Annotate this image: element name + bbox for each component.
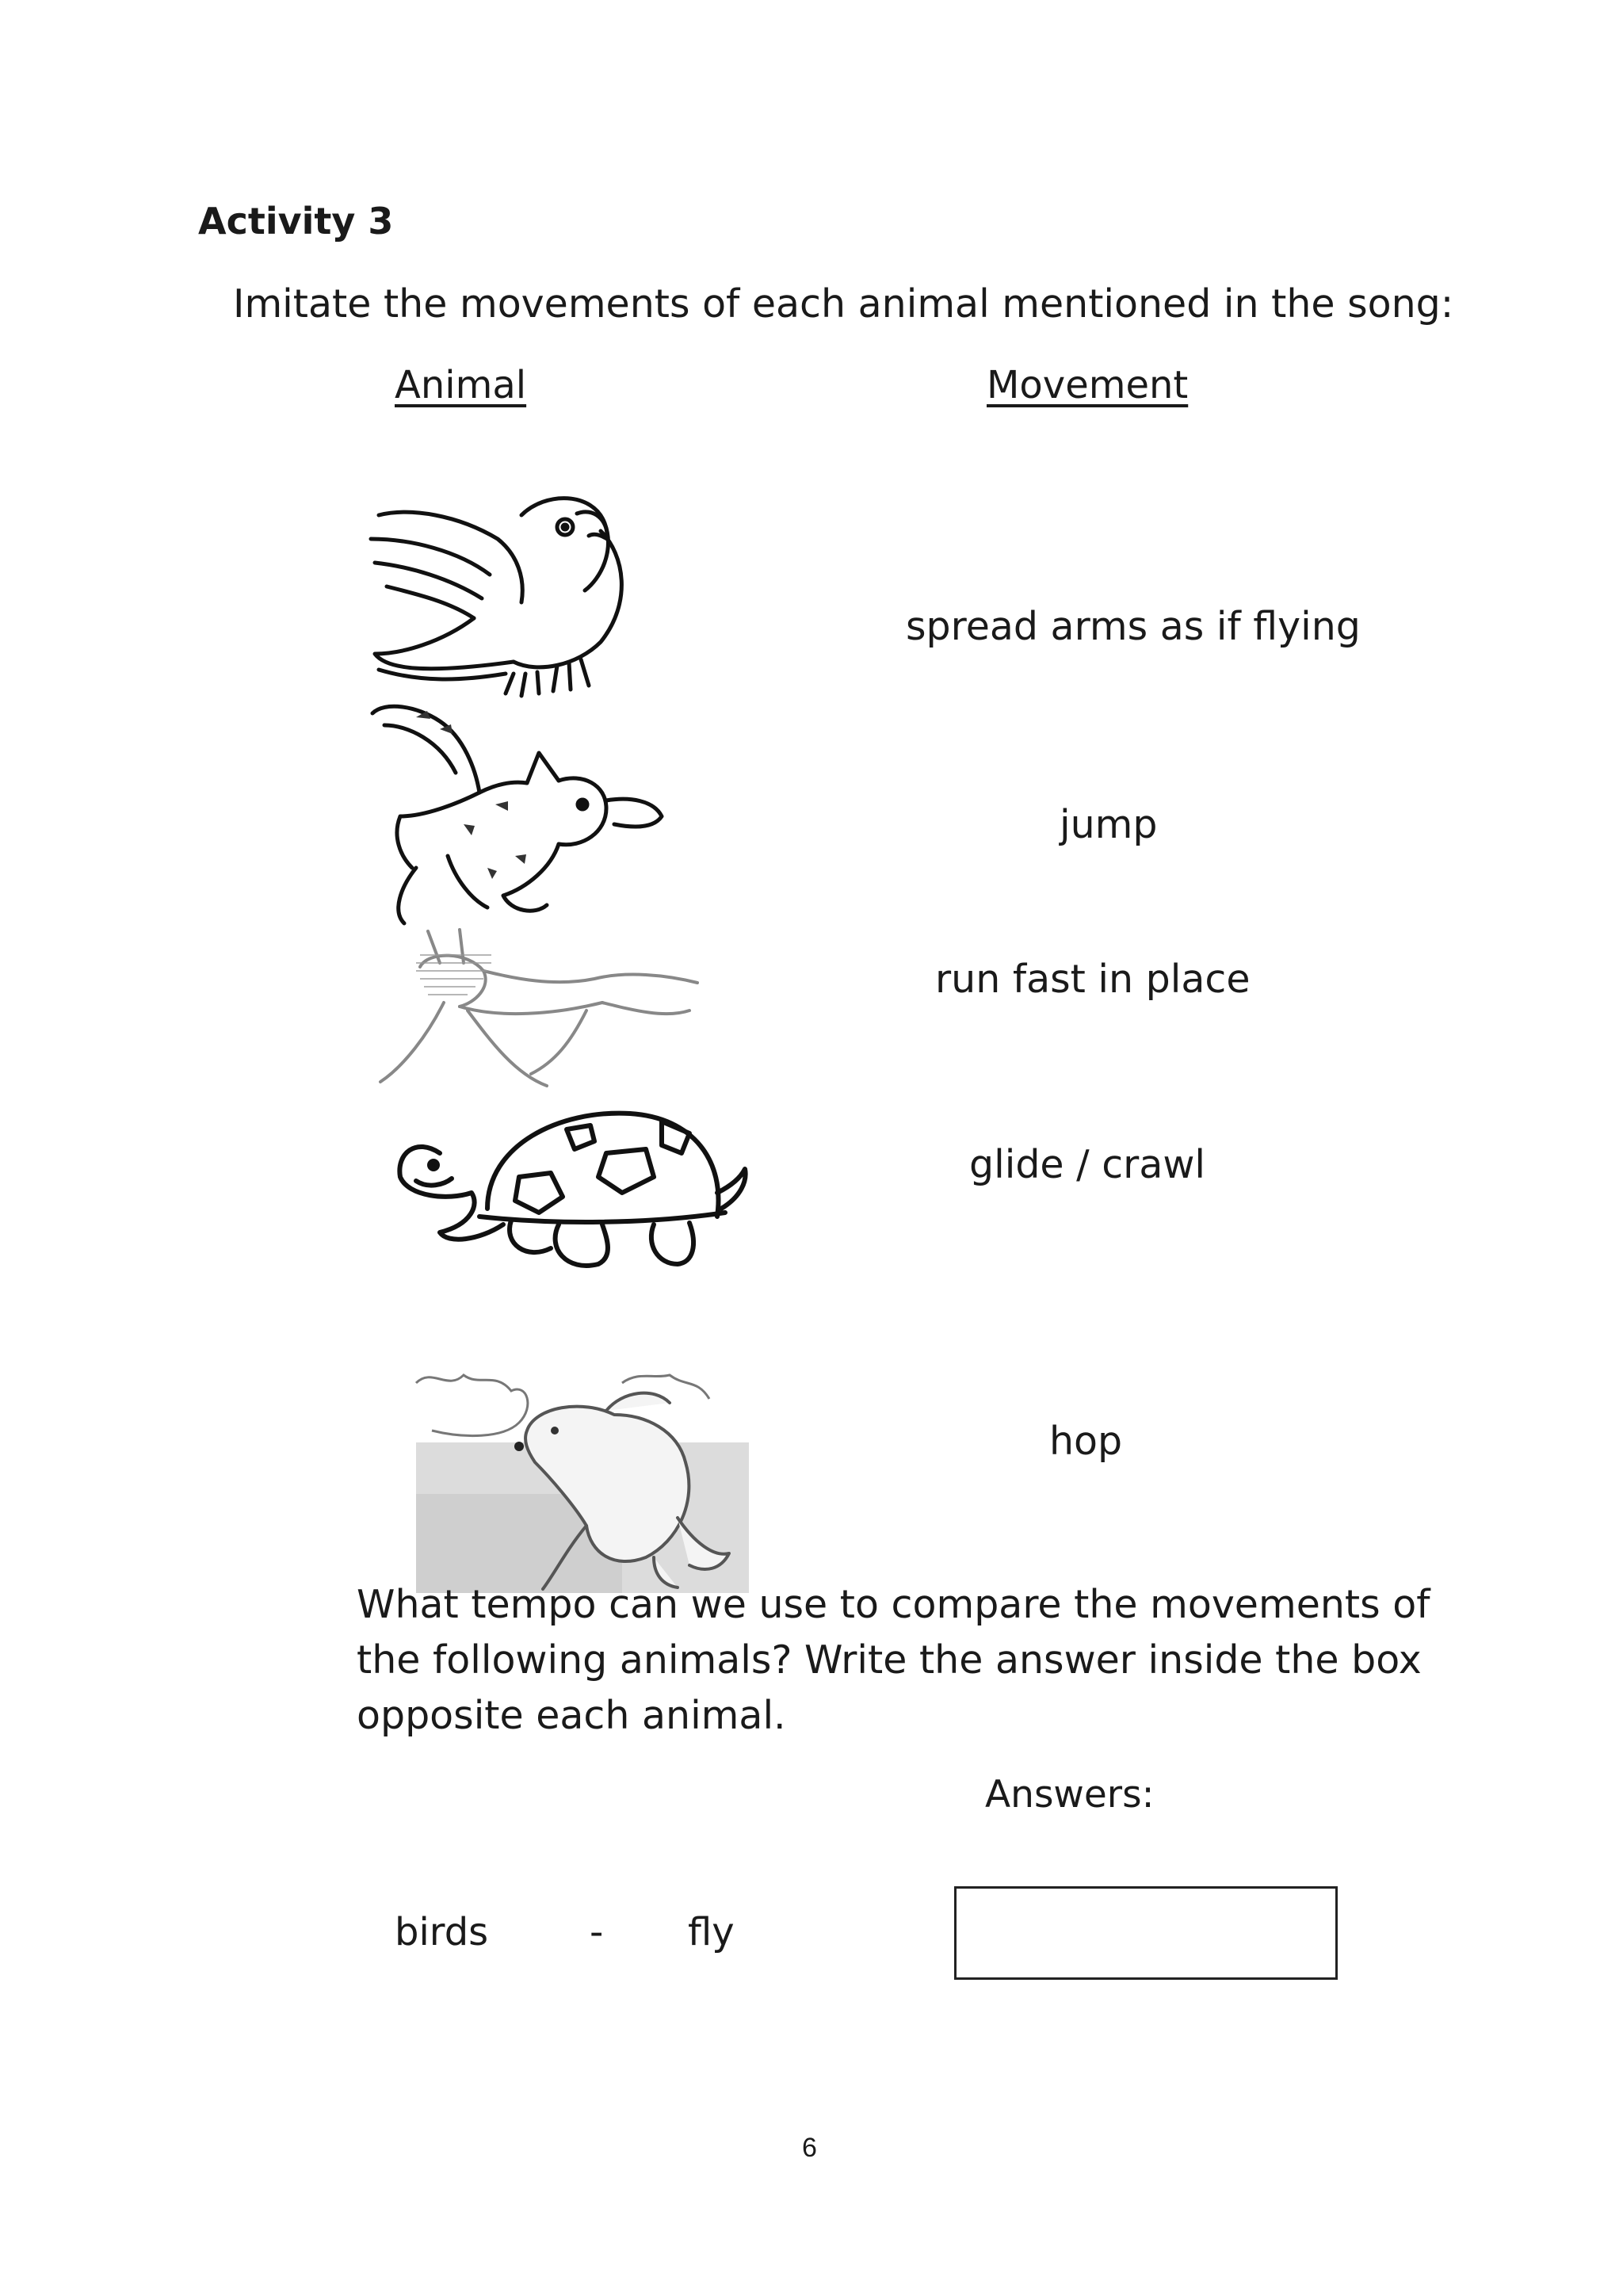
pair-action: fly [688,1910,735,1954]
activity-title: Activity 3 [198,200,394,243]
movement-text-4: glide / crawl [969,1142,1206,1187]
movement-text-3: run fast in place [935,957,1251,1002]
answer-box[interactable] [954,1886,1338,1980]
column-header-animal: Animal [395,363,527,407]
movement-text-5: hop [1049,1419,1123,1464]
pair-dash: - [590,1910,604,1954]
cat-icon [369,697,670,935]
page-number: 6 [802,2133,817,2163]
parrot-icon [363,483,664,697]
turtle-icon [392,1106,733,1280]
movement-text-1: spread arms as if flying [906,604,1361,649]
pair-animal: birds [395,1910,489,1954]
instruction-text: Imitate the movements of each animal mentioned in the song: [233,281,1454,327]
answers-label: Answers: [985,1773,1155,1817]
question-text: What tempo can we use to compare the movements of the following animals? Write the answer inside the box opposite each animal. [357,1582,1430,1738]
column-header-movement: Movement [987,363,1189,407]
rabbit-icon [416,1367,749,1593]
dog-icon [372,923,705,1098]
movement-text-2: jump [1060,802,1158,847]
